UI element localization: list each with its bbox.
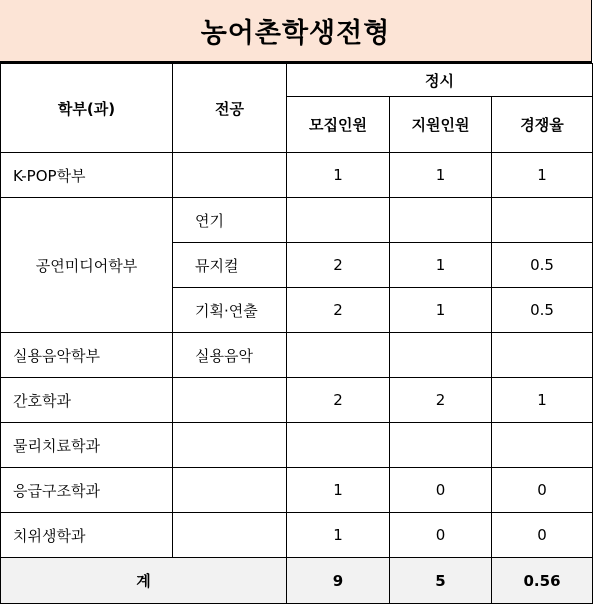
recruit-cell: 2 (287, 378, 390, 423)
major-cell: 실용음악 (173, 333, 287, 378)
page-title: 농어촌학생전형 (0, 0, 592, 63)
major-cell (173, 153, 287, 198)
admission-table (0, 63, 593, 604)
dept-cell: 간호학과 (1, 378, 173, 423)
apply-cell: 2 (390, 378, 492, 423)
major-cell (173, 468, 287, 513)
recruit-cell: 1 (287, 513, 390, 558)
dept-cell: K-POP학부 (1, 153, 173, 198)
dept-cell: 치위생학과 (1, 513, 173, 558)
dept-cell: 응급구조학과 (1, 468, 173, 513)
total-row (1, 558, 593, 604)
total-apply: 5 (390, 558, 492, 604)
apply-cell (390, 198, 492, 243)
recruit-cell (287, 333, 390, 378)
ratio-cell: 0.5 (492, 288, 593, 333)
ratio-cell (492, 198, 593, 243)
recruit-cell: 2 (287, 243, 390, 288)
ratio-cell (492, 423, 593, 468)
major-cell: 뮤지컬 (173, 243, 287, 288)
dept-cell: 물리치료학과 (1, 423, 173, 468)
ratio-cell: 0.5 (492, 243, 593, 288)
ratio-cell: 1 (492, 378, 593, 423)
header-ratio: 경쟁율 (492, 97, 593, 153)
apply-cell (390, 423, 492, 468)
apply-cell: 0 (390, 468, 492, 513)
major-cell (173, 423, 287, 468)
ratio-cell: 1 (492, 153, 593, 198)
table-row (1, 198, 593, 243)
header-department: 학부(과) (1, 64, 173, 153)
table-row (1, 468, 593, 513)
header-apply: 지원인원 (390, 97, 492, 153)
major-cell (173, 513, 287, 558)
recruit-cell (287, 198, 390, 243)
apply-cell: 1 (390, 243, 492, 288)
apply-cell (390, 333, 492, 378)
recruit-cell: 1 (287, 153, 390, 198)
header-jeongsi: 정시 (287, 64, 593, 97)
header-major: 전공 (173, 64, 287, 153)
header-recruit: 모집인원 (287, 97, 390, 153)
ratio-cell: 0 (492, 468, 593, 513)
table-row (1, 513, 593, 558)
recruit-cell: 2 (287, 288, 390, 333)
ratio-cell: 0 (492, 513, 593, 558)
table-row (1, 378, 593, 423)
recruit-cell: 1 (287, 468, 390, 513)
table-row (1, 333, 593, 378)
total-ratio: 0.56 (492, 558, 593, 604)
table-row (1, 423, 593, 468)
total-recruit: 9 (287, 558, 390, 604)
major-cell (173, 378, 287, 423)
table-row (1, 153, 593, 198)
major-cell: 연기 (173, 198, 287, 243)
ratio-cell (492, 333, 593, 378)
major-cell: 기획·연출 (173, 288, 287, 333)
apply-cell: 0 (390, 513, 492, 558)
dept-cell: 공연미디어학부 (1, 198, 173, 333)
apply-cell: 1 (390, 153, 492, 198)
total-label: 계 (1, 558, 287, 604)
apply-cell: 1 (390, 288, 492, 333)
recruit-cell (287, 423, 390, 468)
dept-cell: 실용음악학부 (1, 333, 173, 378)
